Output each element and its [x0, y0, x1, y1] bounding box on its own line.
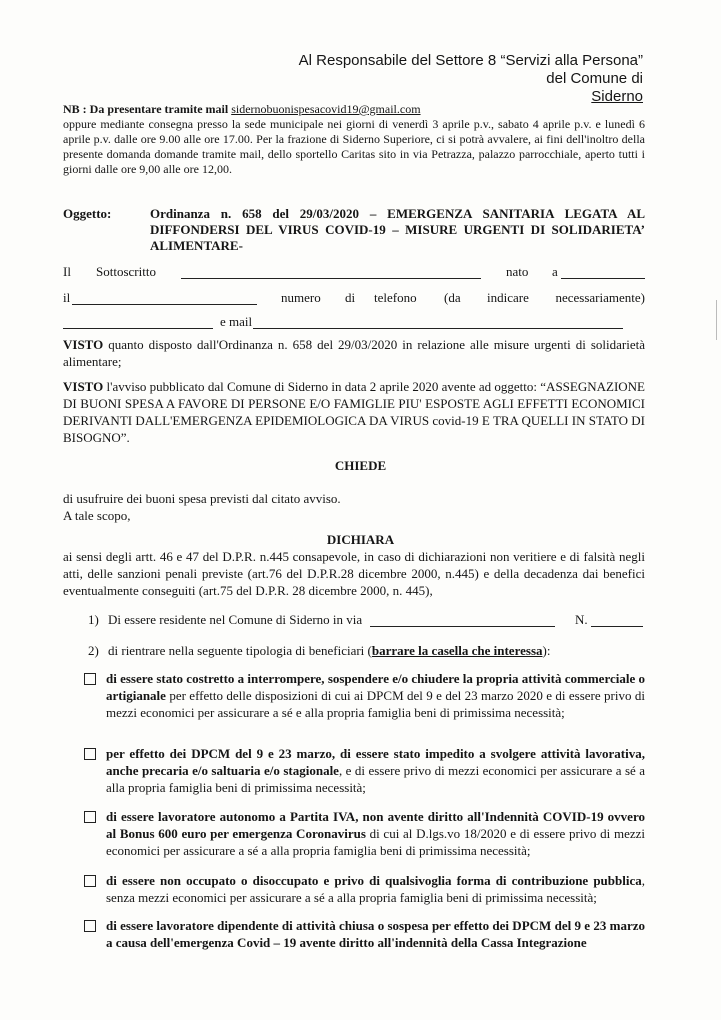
- label-indicare: indicare: [487, 290, 529, 305]
- label-nato: nato: [506, 264, 529, 279]
- label-email: e mail: [220, 314, 253, 329]
- check-4-text: , senza mezzi economici per assicurare a sé a alla propria famiglia beni di primissima necessità;: [106, 873, 645, 905]
- visto-1-text: quanto disposto dall'Ordinanza n. 658 del 29/03/2020 in relazione alle misure urgenti di solidarietà alimentare;: [63, 337, 645, 369]
- birthplace-field[interactable]: [561, 266, 645, 279]
- street-number-field[interactable]: [591, 614, 643, 627]
- label-telefono: telefono: [374, 290, 417, 305]
- label-da: (da: [444, 290, 461, 305]
- scan-edge-mark: [716, 300, 717, 340]
- recipient-line-3: Siderno: [591, 88, 643, 105]
- item-2-number: 2): [88, 643, 99, 658]
- item-1-number: 1): [88, 612, 99, 627]
- nb-note: [63, 102, 645, 177]
- form-row-1: [63, 264, 645, 280]
- check-3: [84, 808, 645, 859]
- checkbox-3[interactable]: [84, 811, 96, 823]
- check-5-bold: di essere lavoratore dipendente di attività chiusa o sospesa per effetto dei DPCM del 9 e 23 marzo a causa dell'emergenza Covid – 19 avente diritto all'indennità della Cassa Integrazione: [106, 918, 645, 950]
- check-2: [84, 745, 645, 796]
- email-field[interactable]: [253, 316, 623, 329]
- dichiara-title: DICHIARA: [326, 532, 395, 547]
- label-a: a: [552, 264, 558, 279]
- nb-text: oppure mediante consegna presso la sede municipale nei giorni di venerdì 3 aprile p.v., sabato 4 aprile p.v. e lunedì 6 aprile p.v. dalle ore 9.00 alle ore 17.00. Per la frazione di Siderno Superiore, ci si potrà avvalere, ai fini dell'inoltro della presente domanda domande tramite mail, dello sportello Caritas sito in via Petrazza, palazzo parrocchiale, aperto tutti i giorni dalle ore 9,00 alle ore 12,00.: [63, 117, 645, 176]
- chiede-title: CHIEDE: [334, 458, 387, 473]
- label-numero: numero: [281, 290, 321, 305]
- label-sottoscritto: Sottoscritto: [96, 264, 156, 279]
- item-2-end: ):: [542, 643, 551, 658]
- visto-1: [63, 336, 645, 370]
- check-3-text: di cui al D.lgs.vo 18/2020 e di essere privo di mezzi economici per assicurare a sé a alla propria famiglia beni di primissima necessità;: [106, 826, 645, 858]
- visto-2-text: l'avviso pubblicato dal Comune di Siderno in data 2 aprile 2020 avente ad oggetto: “ASSEGNAZIONE DI BUONI SPESA A FAVORE DI PERSONE E/O FAMIGLIE PIU' ESPOSTE AGLI EFFETTI ECONOMICI DERIVANTI DALL'EMERGENZA EPIDEMIOLOGICA DA VIRUS covid-19 E TRA QUELLI IN STATO DI BISOGNO”.: [63, 379, 645, 445]
- oggetto-line-2: DIFFONDERSI DEL VIRUS COVID-19 – MISURE URGENTI DI SOLIDARIETA’: [150, 222, 645, 237]
- birthdate-field[interactable]: [72, 292, 257, 305]
- chiede-line-2: A tale scopo,: [63, 508, 131, 523]
- item-1: [88, 612, 645, 628]
- item-2: [88, 643, 645, 659]
- recipient-line-1: Al Responsabile del Settore 8 “Servizi alla Persona”: [298, 52, 643, 69]
- checkbox-4[interactable]: [84, 875, 96, 887]
- item-2-text-wrap: [108, 643, 550, 659]
- item-2-instruction: barrare la casella che interessa: [371, 643, 543, 658]
- label-di: di: [345, 290, 356, 305]
- nb-email[interactable]: sidernobuonispesacovid19@gmail.com: [231, 102, 421, 116]
- checkbox-2[interactable]: [84, 748, 96, 760]
- address-field[interactable]: [370, 614, 555, 627]
- label-necessariamente: necessariamente): [555, 290, 645, 305]
- item-1-text: Di essere residente nel Comune di Siderno in via: [108, 612, 363, 627]
- check-3-bold: di essere lavoratore autonomo a Partita IVA, non avente diritto all'Indennità COVID-19 ovvero al Bonus 600 euro per emergenza Coronavirus: [106, 809, 645, 841]
- checkbox-5[interactable]: [84, 920, 96, 932]
- item-2-text: di rientrare nella seguente tipologia di beneficiari (: [108, 643, 372, 658]
- chiede-line-1: di usufruire dei buoni spesa previsti dal citato avviso.: [63, 491, 341, 506]
- visto-1-label: VISTO: [63, 337, 104, 352]
- check-2-text: , e di essere privo di mezzi economici per assicurare a sé a alla propria famiglia beni di primissima necessità;: [106, 763, 645, 795]
- label-il: Il: [63, 264, 71, 279]
- check-5: [84, 917, 645, 951]
- oggetto-text: [150, 206, 645, 254]
- oggetto-label: Oggetto:: [63, 206, 112, 221]
- check-1: [84, 670, 645, 721]
- check-4: [84, 872, 645, 906]
- visto-2: [63, 378, 645, 446]
- checkbox-1[interactable]: [84, 673, 96, 685]
- check-1-text: per effetto delle disposizioni di cui ai DPCM del 9 e del 23 marzo 2020 e di essere privo di mezzi economici per assicurare a sé e alla propria famiglia beni di primissima necessità;: [106, 688, 645, 720]
- form-row-2: [63, 290, 645, 306]
- dichiara-text: ai sensi degli artt. 46 e 47 del D.P.R. n.445 consapevole, in caso di dichiarazioni non veritiere e di falsità negli atti, delle sanzioni penali previste (art.76 del D.P.R.28 dicembre 2000, n.445) e della decadenza dai benefici eventualmente conseguiti (art.75 del D.P.R. 28 dicembre 2000, n. 445),: [63, 549, 645, 598]
- check-4-bold: di essere non occupato o disoccupato e privo di qualsivoglia forma di contribuzione pubblica: [106, 873, 642, 888]
- nb-label: NB : Da presentare tramite mail: [63, 102, 229, 116]
- check-1-bold: di essere stato costretto a interrompere, sospendere e/o chiudere la propria attività commerciale o artigianale: [106, 671, 645, 703]
- recipient-line-2: del Comune di: [546, 70, 643, 87]
- label-il-date: il: [63, 290, 71, 305]
- name-field[interactable]: [181, 266, 481, 279]
- phone-field[interactable]: [63, 316, 213, 329]
- visto-2-label: VISTO: [63, 379, 104, 394]
- check-2-bold: per effetto dei DPCM del 9 e 23 marzo, di essere stato impedito a svolgere attività lavorativa, anche precaria e/o saltuaria e/o stagionale: [106, 746, 645, 778]
- oggetto-line-3: ALIMENTARE-: [150, 238, 243, 253]
- item-1-n-label: N.: [575, 612, 588, 627]
- oggetto-line-1: Ordinanza n. 658 del 29/03/2020 – EMERGENZA SANITARIA LEGATA AL: [150, 206, 645, 221]
